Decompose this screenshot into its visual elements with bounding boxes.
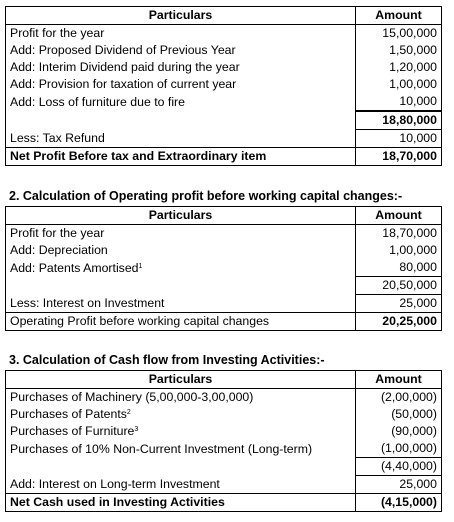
amount-header: Amount [356, 371, 442, 389]
row-label [6, 423, 356, 440]
row-amount: 1,00,000 [356, 76, 442, 93]
table-row [6, 130, 442, 148]
table-header-row [6, 207, 442, 225]
row-label [6, 111, 356, 130]
row-amount: 10,000 [356, 93, 442, 111]
row-label: Add: Provision for taxation of current year [6, 76, 356, 93]
table-row [6, 440, 442, 458]
table-row-subtotal [6, 277, 442, 295]
footnote-marker: 3 [134, 426, 139, 434]
table-row-total [6, 313, 442, 331]
table-row [6, 76, 442, 93]
table-row [6, 259, 442, 277]
row-label [6, 458, 356, 476]
row-amount: (4,40,000) [356, 458, 442, 476]
section-heading: 2. Calculation of Operating profit before working capital changes:- [9, 189, 403, 203]
row-label: Net Profit Before tax and Extraordinary item [6, 148, 356, 166]
row-label: Operating Profit before working capital changes [6, 313, 356, 331]
row-amount: (1,00,000) [356, 440, 442, 458]
particulars-header: Particulars [6, 7, 356, 25]
row-label-text: Add: Patents Amortised [10, 260, 139, 275]
row-amount: 80,000 [356, 259, 442, 277]
row-amount: 1,20,000 [356, 59, 442, 76]
row-amount: 1,50,000 [356, 42, 442, 59]
row-label: Add: Interest on Long-term Investment [6, 476, 356, 494]
row-label: Less: Interest on Investment [6, 295, 356, 313]
row-amount: (90,000) [356, 423, 442, 440]
footnote-marker: 2 [126, 409, 131, 417]
row-label: Add: Depreciation [6, 242, 356, 259]
amount-header: Amount [356, 7, 442, 25]
row-amount: 25,000 [356, 476, 442, 494]
row-amount: 20,50,000 [356, 277, 442, 295]
table-row-subtotal [6, 111, 442, 130]
table-row [6, 59, 442, 76]
row-label-text: Purchases of Furniture [10, 424, 135, 439]
row-amount: 10,000 [356, 130, 442, 148]
row-label: Less: Tax Refund [6, 130, 356, 148]
table-header-row [6, 371, 442, 389]
row-label: Purchases of Machinery (5,00,000-3,00,000) [6, 389, 356, 407]
table-row-subtotal [6, 458, 442, 476]
section-heading: 3. Calculation of Cash flow from Investing Activities:- [9, 353, 325, 367]
net-profit-table [5, 6, 442, 166]
particulars-header: Particulars [6, 371, 356, 389]
row-amount: (50,000) [356, 406, 442, 423]
row-label-text: Purchases of Patents [10, 407, 127, 422]
table-header-row [6, 7, 442, 25]
table-row [6, 242, 442, 259]
table-row-total [6, 494, 442, 512]
investing-activities-table [5, 370, 442, 512]
row-amount: (2,00,000) [356, 389, 442, 407]
table-row [6, 406, 442, 423]
footnote-marker: 1 [138, 262, 143, 270]
table-row [6, 423, 442, 440]
row-amount: 15,00,000 [356, 25, 442, 43]
row-label [6, 259, 356, 277]
row-label: Add: Interim Dividend paid during the year [6, 59, 356, 76]
amount-header: Amount [356, 207, 442, 225]
row-amount: 18,80,000 [356, 111, 442, 130]
row-amount: 1,00,000 [356, 242, 442, 259]
row-label: Add: Proposed Dividend of Previous Year [6, 42, 356, 59]
table-row-total [6, 148, 442, 166]
row-amount: 25,000 [356, 295, 442, 313]
table-row [6, 225, 442, 243]
table-row [6, 389, 442, 407]
row-label: Profit for the year [6, 25, 356, 43]
table-row [6, 93, 442, 111]
row-label: Purchases of 10% Non-Current Investment (Long-term) [6, 440, 356, 458]
particulars-header: Particulars [6, 207, 356, 225]
row-label [6, 406, 356, 423]
table-row [6, 25, 442, 43]
row-label: Net Cash used in Investing Activities [6, 494, 356, 512]
row-amount: (4,15,000) [356, 494, 442, 512]
table-row [6, 295, 442, 313]
row-label: Profit for the year [6, 225, 356, 243]
row-amount: 18,70,000 [356, 148, 442, 166]
row-amount: 20,25,000 [356, 313, 442, 331]
row-label [6, 277, 356, 295]
table-row [6, 476, 442, 494]
row-label: Add: Loss of furniture due to fire [6, 93, 356, 111]
table-row [6, 42, 442, 59]
operating-profit-table [5, 206, 442, 331]
row-amount: 18,70,000 [356, 225, 442, 243]
